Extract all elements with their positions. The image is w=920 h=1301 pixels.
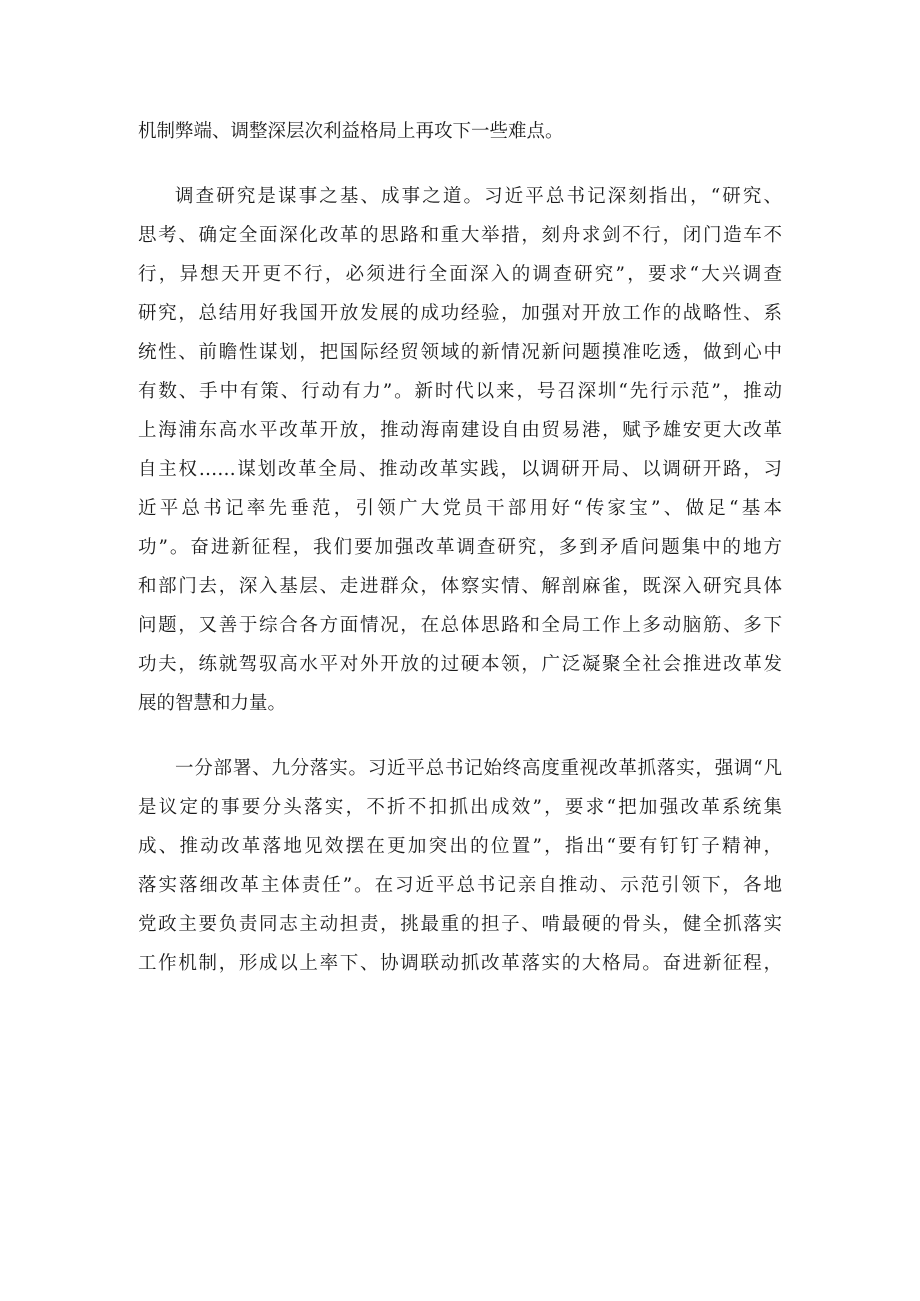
text-line: 党政主要负责同志主动担责，挑最重的担子、啃最硬的骨头，健全抓落实 — [138, 914, 782, 935]
text-line: 工作机制，形成以上率下、协调联动抓改革落实的大格局。奋进新征程， — [138, 953, 782, 974]
text-line: 自主权……谋划改革全局、推动改革实践，以调研开局、以调研开路，习 — [138, 459, 782, 480]
text-line: 落实落细改革主体责任”。在习近平总书记亲自推动、示范引领下，各地 — [138, 875, 782, 896]
text-line: 是议定的事要分头落实，不折不扣抓出成效”，要求“把加强改革系统集 — [138, 797, 782, 818]
text-line: 研究，总结用好我国开放发展的成功经验，加强对开放工作的战略性、系 — [138, 303, 782, 324]
text-line: 功夫，练就驾驭高水平对外开放的过硬本领，广泛凝聚全社会推进改革发 — [138, 654, 782, 675]
text-line: 问题，又善于综合各方面情况，在总体思路和全局工作上多动脑筋、多下 — [138, 615, 782, 636]
text-line: 机制弊端、调整深层次利益格局上再攻下一些难点。 — [138, 121, 564, 142]
text-line: 上海浦东高水平改革开放，推动海南建设自由贸易港，赋予雄安更大改革 — [138, 420, 782, 441]
text-line: 展的智慧和力量。 — [138, 693, 287, 714]
text-line: 一分部署、九分落实。习近平总书记始终高度重视改革抓落实，强调“凡 — [175, 758, 782, 779]
text-line: 思考、确定全面深化改革的思路和重大举措，刻舟求剑不行，闭门造车不 — [138, 225, 782, 246]
text-line: 成、推动改革落地见效摆在更加突出的位置”，指出“要有钉钉子精神， — [138, 836, 782, 857]
text-line: 有数、手中有策、行动有力”。新时代以来，号召深圳“先行示范”，推动 — [138, 381, 782, 402]
text-line: 功”。奋进新征程，我们要加强改革调查研究，多到矛盾问题集中的地方 — [138, 537, 782, 558]
text-line: 行，异想天开更不行，必须进行全面深入的调查研究”，要求“大兴调查 — [138, 264, 782, 285]
text-line: 统性、前瞻性谋划，把国际经贸领域的新情况新问题摸准吃透，做到心中 — [138, 342, 782, 363]
text-line: 调查研究是谋事之基、成事之道。习近平总书记深刻指出，“研究、 — [175, 186, 782, 207]
text-line: 和部门去，深入基层、走进群众，体察实情、解剖麻雀，既深入研究具体 — [138, 576, 782, 597]
text-line: 近平总书记率先垂范，引领广大党员干部用好“传家宝”、做足“基本 — [138, 498, 782, 519]
